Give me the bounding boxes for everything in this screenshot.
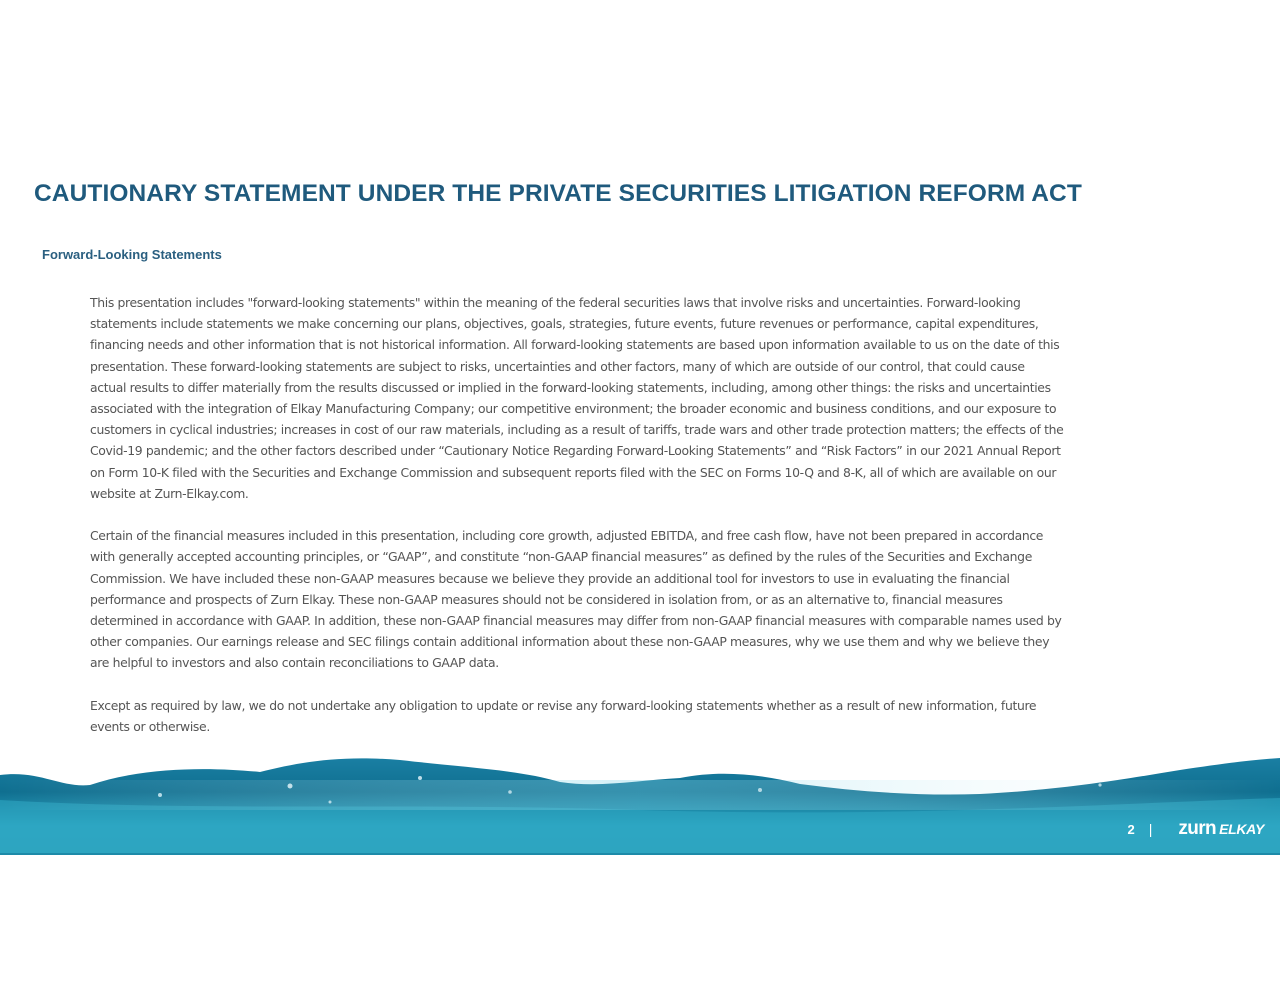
text-line: with generally accepted accounting principles, or “GAAP”, and constitute “non-GAAP financial measures” as defined by the rules of the Securities and Exchange	[90, 549, 1032, 565]
paragraph-non-gaap	[90, 525, 1170, 673]
text-line: Covid-19 pandemic; and the other factors described under “Cautionary Notice Regarding Forward-Looking Statements” and “Risk Factors” in our 2021 Annual Report	[90, 443, 1061, 459]
text-line: other companies. Our earnings release and SEC filings contain additional information about these non-GAAP measures, why we use them and why we believe they	[90, 634, 1050, 650]
logo-elkay-wordmark: ELKAY	[1219, 821, 1264, 837]
slide-footer	[1127, 818, 1264, 840]
text-line: Except as required by law, we do not undertake any obligation to update or revise any forward-looking statements whether as a result of new information, future	[90, 697, 1037, 713]
section-subtitle: Forward-Looking Statements	[42, 247, 222, 262]
slide-title: CAUTIONARY STATEMENT UNDER THE PRIVATE SECURITIES LITIGATION REFORM ACT	[34, 180, 1082, 207]
text-line: Certain of the financial measures included in this presentation, including core growth, adjusted EBITDA, and free cash flow, have not been prepared in accordance	[90, 528, 1044, 544]
text-line: on Form 10-K filed with the Securities and Exchange Commission and subsequent reports filed with the SEC on Forms 10-Q and 8-K, all of which are available on our	[90, 464, 1057, 480]
text-line: customers in cyclical industries; increases in cost of our raw materials, including as a result of tariffs, trade wars and other trade protection matters; the effects of the	[90, 422, 1064, 438]
text-line: This presentation includes "forward-looking statements" within the meaning of the federal securities laws that involve risks and uncertainties. Forward-looking	[90, 295, 1021, 310]
text-line: statements include statements we make concerning our plans, objectives, goals, strategies, future events, future revenues or performance, capital expenditures,	[90, 316, 1039, 332]
text-line: associated with the integration of Elkay Manufacturing Company; our competitive environment; the broader economic and business conditions, and our exposure to	[90, 401, 1057, 417]
text-line: financing needs and other information that is not historical information. All forward-looking statements are based upon information available to us on the date of this	[90, 337, 1060, 353]
body-text	[90, 292, 1170, 758]
zurn-elkay-logo	[1178, 818, 1264, 840]
text-line: actual results to differ materially from the results discussed or implied in the forward-looking statements, including, among other things: the risks and uncertainties	[90, 379, 1051, 395]
footer-separator: |	[1148, 821, 1153, 837]
paragraph-no-obligation	[90, 695, 1170, 737]
text-line: performance and prospects of Zurn Elkay. These non-GAAP measures should not be considered in isolation from, or as an alternative to, financial measures	[90, 591, 1003, 607]
water-wave-banner	[0, 740, 1280, 855]
text-line: determined in accordance with GAAP. In addition, these non-GAAP financial measures may differ from non-GAAP financial measures with comparable names used by	[90, 613, 1062, 629]
text-line: website at Zurn-Elkay.com.	[90, 485, 249, 501]
text-line: Commission. We have included these non-GAAP measures because we believe they provide an additional tool for investors to use in evaluating the financial	[90, 570, 1010, 586]
text-line: events or otherwise.	[90, 719, 210, 735]
text-line: are helpful to investors and also contain reconciliations to GAAP data.	[90, 655, 499, 671]
text-line: presentation. These forward-looking statements are subject to risks, uncertainties and other factors, many of which are outside of our control, that could cause	[90, 358, 1025, 374]
page-number: 2	[1127, 821, 1135, 837]
paragraph-forward-looking	[90, 292, 1170, 504]
logo-zurn-wordmark: zurn	[1178, 818, 1217, 839]
